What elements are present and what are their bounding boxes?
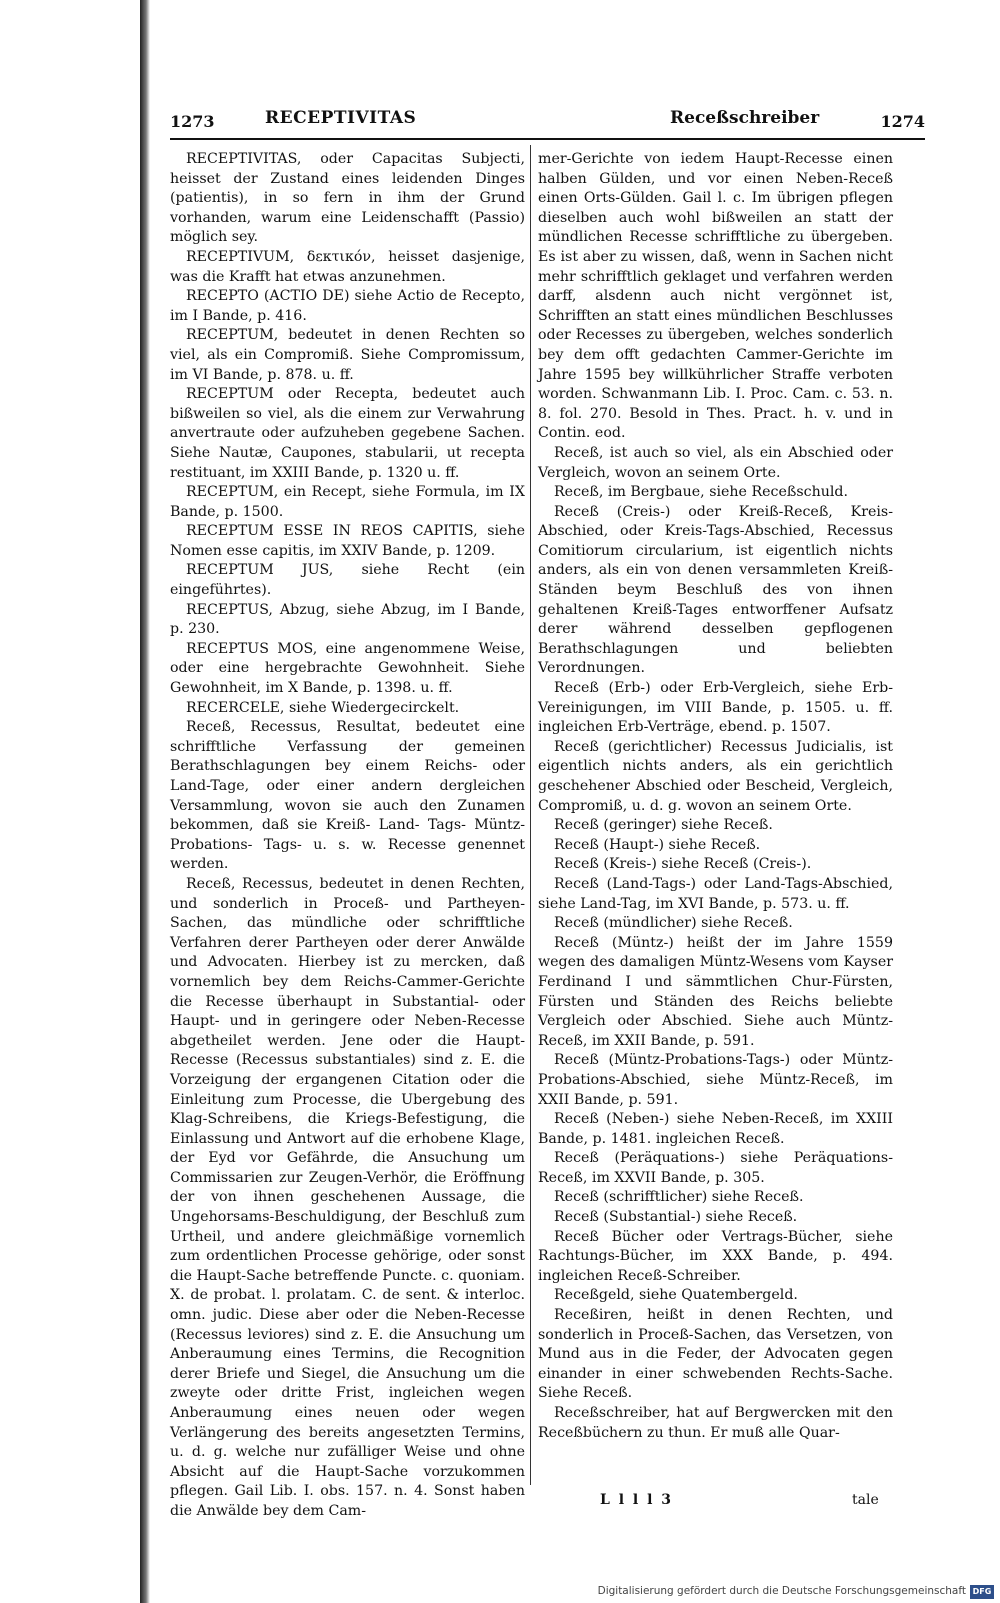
entry-paragraph: RECEPTUM oder Recepta, bedeutet auch bißweilen so viel, als die einem zur Verwahrung anvertraute oder aufzuheben gegebene Sachen. Siehe Nautæ, Caupones, stabularii, ut recepta restituant, im XXIII Bande, p. 1320 u. ff. xyxy=(170,386,525,481)
entry-paragraph: RECERCELE, siehe Wiedergecirckelt. xyxy=(186,699,460,716)
entry-paragraph: Receß (Erb-) oder Erb-Vergleich, siehe Erb-Vereinigungen, im VIII Bande, p. 1505. u. ff. ingleichen Erb-Verträge, ebend. p. 1507. xyxy=(538,680,893,736)
entry-paragraph: RECEPTUM JUS, siehe Recht (ein eingeführtes). xyxy=(170,562,525,599)
right-column xyxy=(538,150,893,1480)
entry-paragraph: Receßschreiber, hat auf Bergwercken mit den Receßbüchern zu thun. Er muß alle Quar- xyxy=(538,1405,893,1441)
entry-paragraph: Receßiren, heißt in denen Rechten, und sonderlich in Proceß-Sachen, das Versetzen, von Mund aus in die Feder, der Advocaten gegen einander in einer schwebenden Rechts-Sache. Siehe Receß. xyxy=(538,1307,893,1402)
entry-paragraph: RECEPTUM, ein Recept, siehe Formula, im IX Bande, p. 1500. xyxy=(170,484,525,520)
digitization-credit: Digitalisierung gefördert durch die Deutsche Forschungsgemeinschaft xyxy=(597,1585,966,1597)
entry-paragraph: RECEPTIVUM, δεκτικόν, heisset dasjenige, was die Krafft hat etwas anzunehmen. xyxy=(170,248,525,285)
signature-mark: L l l l 3 xyxy=(600,1492,674,1508)
entry-paragraph: Receß (Müntz-) heißt der im Jahre 1559 wegen des damaligen Müntz-Wesens vom Kayser Ferdinand I und sämmtlichen Chur-Fürsten, Fürsten und Ständen des Reichs beliebte Vergleich oder Abschied. Siehe auch Müntz-Receß, im XXII Bande, p. 591. xyxy=(538,934,893,1049)
page-number-right: 1274 xyxy=(880,112,925,131)
entry-paragraph: Receß, im Bergbaue, siehe Receßschuld. xyxy=(554,484,848,501)
page-edge-shadow xyxy=(140,0,150,1603)
running-title-left: RECEPTIVITAS xyxy=(265,108,417,128)
entry-paragraph: RECEPTUM ESSE IN REOS CAPITIS, siehe Nomen esse capitis, im XXIV Bande, p. 1209. xyxy=(170,523,525,559)
running-header xyxy=(170,108,925,138)
entry-paragraph: Receß (gerichtlicher) Recessus Judicialis, ist eigentlich nichts anders, als ein gerichtlich geschehener Abschied oder Bescheid, Vergleich, Compromiß, u. d. g. wovon an seinem Orte. xyxy=(538,738,893,814)
entry-paragraph: Receß (schrifftlicher) siehe Receß. xyxy=(554,1189,804,1206)
entry-paragraph: Receß (Kreis-) siehe Receß (Creis-). xyxy=(554,856,812,873)
entry-paragraph: Receß, Recessus, bedeutet in denen Rechten, und sonderlich in Proceß- und Partheyen-Sachen, das mündliche oder schrifftliche Verfahren derer Partheyen oder derer Anwälde und Advocaten. Hierbey ist zu mercken, daß vornemlich bey dem Reichs-Cammer-Gerichte die Recesse überhaupt in Substantial- oder Haupt- und in geringere oder Neben-Recesse abgetheilet werden. Jene oder die Haupt-Recesse (Recessus substantiales) sind z. E. die Vorzeigung der ergangenen Citation oder die Einleitung zum Processe, die Ubergebung des Klag-Schreibens, die Kriegs-Befestigung, die Einlassung und Antwort auf die erhobene Klage, der Eyd vor Gefährde, die Ansuchung um Commissarien zur Zeugen-Verhör, die Eröffnung der von ihnen geschehenen Aussage, die Ungehorsams-Beschuldigung, der Beschluß zum Urtheil, und andere gleichmäßige vornemlich zum ordentlichen Processe gehörige, oder sonst die Haupt-Sache betreffende Puncte. c. quoniam. X. de probat. l. prolatam. C. de sent. & interloc. omn. judic. Diese aber oder die Neben-Recesse (Recessus leviores) sind z. E. die Ansuchung um Anberaumung eines Termins, die Recognition derer Briefe und Siegel, die Ansuchung um die zweyte oder dritte Frist, ingleichen wegen Anberaumung eines neuen oder wegen Verlängerung des bereits angesetzten Termins, u. d. g. welche nur zufälliger Weise und ohne Absicht auf die Haupt-Sache vorzukommen pflegen. Gail Lib. I. obs. 157. n. 4. Sonst haben die Anwälde bey dem Cam- xyxy=(170,875,525,1519)
entry-paragraph: Receß (mündlicher) siehe Receß. xyxy=(554,915,793,932)
entry-paragraph: Receß, ist auch so viel, als ein Abschied oder Vergleich, wovon an seinem Orte. xyxy=(538,444,893,481)
entry-paragraph: Receß Bücher oder Vertrags-Bücher, siehe Rachtungs-Bücher, im XXX Bande, p. 494. ingleichen Receß-Schreiber. xyxy=(538,1228,893,1284)
column-divider xyxy=(530,145,531,1485)
entry-paragraph: Receß (Haupt-) siehe Receß. xyxy=(554,836,761,853)
entry-paragraph: RECEPTUM, bedeutet in denen Rechten so viel, als ein Compromiß. Siehe Compromissum, im VI Bande, p. 878. u. ff. xyxy=(170,327,525,383)
entry-paragraph: Receß (Neben-) siehe Neben-Receß, im XXIII Bande, p. 1481. ingleichen Receß. xyxy=(538,1111,893,1147)
entry-paragraph: Receß (Peräquations-) siehe Peräquations-Receß, im XXVII Bande, p. 305. xyxy=(538,1150,893,1186)
page-number-left: 1273 xyxy=(170,112,215,131)
entry-paragraph: RECEPTO (ACTIO DE) siehe Actio de Recepto, im I Bande, p. 416. xyxy=(170,288,525,324)
entry-paragraph: RECEPTUS MOS, eine angenommene Weise, oder eine hergebrachte Gewohnheit. Siehe Gewohnheit, im X Bande, p. 1398. u. ff. xyxy=(170,640,525,697)
entry-paragraph: Receßgeld, siehe Quatembergeld. xyxy=(554,1287,798,1304)
entry-paragraph: RECEPTUS, Abzug, siehe Abzug, im I Bande, p. 230. xyxy=(170,601,525,638)
running-title-right: Receßschreiber xyxy=(670,108,820,128)
entry-paragraph: RECEPTIVITAS, oder Capacitas Subjecti, heisset der Zustand eines leidenden Dinges (patientis), in so fern in ihm der Grund vorhanden, warum eine Leidenschafft (Passio) möglich sey. xyxy=(170,151,525,246)
entry-paragraph: Receß (Land-Tags-) oder Land-Tags-Abschied, siehe Land-Tag, im XVI Bande, p. 573. u. ff. xyxy=(538,875,893,912)
entry-paragraph: mer-Gerichte von iedem Haupt-Recesse einen halben Gülden, und vor einen Neben-Receß einen Orts-Gülden. Gail l. c. Im übrigen pflegen dieselben auch wohl bißweilen an statt der mündlichen Recesse schrifftliche zu übergeben. Es ist aber zu wissen, daß, wenn in Sachen nicht mehr schrifftlich geklaget und verfahren werden darff, alsdenn auch nicht vergönnet ist, Schrifften an statt eines mündlichen Beschlusses oder Recesses zu übergeben, welches sonderlich bey dem offt gedachten Cammer-Gerichte im Jahre 1595 bey willkührlicher Straffe verboten worden. Schwanmann Lib. I. Proc. Cam. c. 53. n. 8. fol. 270. Besold in Thes. Pract. h. v. und in Contin. eod. xyxy=(538,151,893,442)
entry-paragraph: Receß (Müntz-Probations-Tags-) oder Müntz-Probations-Abschied, siehe Müntz-Receß, im XXII Bande, p. 591. xyxy=(538,1052,893,1108)
catchword: tale xyxy=(852,1492,879,1508)
entry-paragraph: Receß (Substantial-) siehe Receß. xyxy=(554,1209,798,1226)
dfg-logo: DFG xyxy=(970,1585,994,1599)
header-rule xyxy=(170,138,925,140)
left-column xyxy=(170,150,525,1519)
entry-paragraph: Receß (geringer) siehe Receß. xyxy=(554,817,773,834)
entry-paragraph: Receß (Creis-) oder Kreiß-Receß, Kreis-Abschied, oder Kreis-Tags-Abschied, Recessus Comitiorum circularium, ist eigentlich nichts anders, als ein von denen versammleten Kreiß-Ständen beym Beschluß des von ihnen gehaltenen Kreiß-Tages entworffener Aufsatz derer während desselben gepflogenen Berathschlagungen und beliebten Verordnungen. xyxy=(538,503,893,677)
book-page xyxy=(150,0,930,1603)
entry-paragraph: Receß, Recessus, Resultat, bedeutet eine schrifftliche Verfassung der gemeinen Berathschlagungen bey einem Reichs- oder Land-Tage, oder einer andern dergleichen Versammlung, wovon sie auch den Zunamen bekommen, daß sie Kreiß- Land- Tags- Müntz- Probations- Tags- u. s. w. Recesse genennet werden. xyxy=(170,719,525,873)
